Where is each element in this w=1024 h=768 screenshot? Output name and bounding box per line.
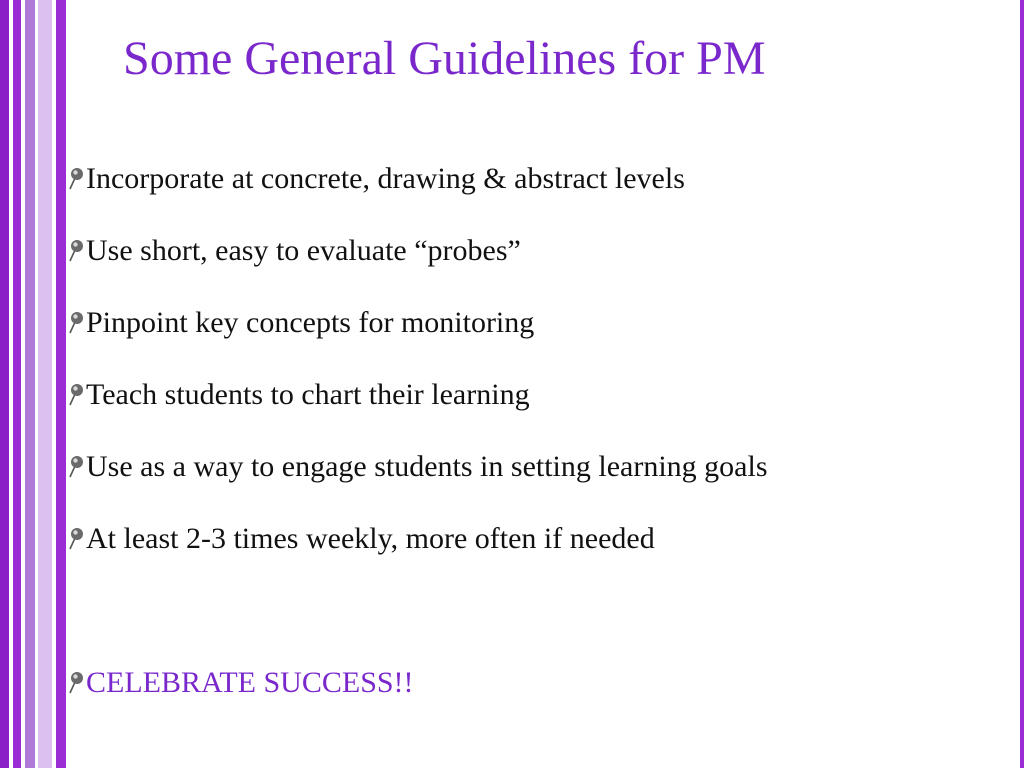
pushpin-icon xyxy=(66,526,86,552)
pushpin-icon xyxy=(66,454,86,480)
bullet-item xyxy=(66,159,685,199)
pushpin-icon xyxy=(66,238,86,264)
bullet-text: CELEBRATE SUCCESS!! xyxy=(86,666,414,699)
bullet-text: Incorporate at concrete, drawing & abstract levels xyxy=(86,162,685,195)
pushpin-icon xyxy=(66,670,86,696)
bullet-item-highlight xyxy=(66,663,414,703)
right-border-stripe xyxy=(1020,0,1024,768)
bullet-item xyxy=(66,519,655,559)
left-border-stripe xyxy=(56,0,66,768)
bullet-text: At least 2-3 times weekly, more often if needed xyxy=(86,522,655,555)
bullet-text: Pinpoint key concepts for monitoring xyxy=(86,306,535,339)
bullet-text: Use short, easy to evaluate “probes” xyxy=(86,234,521,267)
left-border-stripe xyxy=(0,0,9,768)
bullet-item xyxy=(66,447,768,487)
left-border-stripe xyxy=(25,0,35,768)
bullet-item xyxy=(66,375,530,415)
bullet-item xyxy=(66,231,521,271)
left-border-stripe xyxy=(13,0,21,768)
bullet-text: Teach students to chart their learning xyxy=(86,378,530,411)
pushpin-icon xyxy=(66,382,86,408)
bullet-text: Use as a way to engage students in setting learning goals xyxy=(86,450,768,483)
left-border-stripe xyxy=(38,0,52,768)
slide-title: Some General Guidelines for PM xyxy=(123,32,766,85)
pushpin-icon xyxy=(66,310,86,336)
pushpin-icon xyxy=(66,166,86,192)
bullet-list xyxy=(66,0,1016,768)
bullet-item xyxy=(66,303,534,343)
